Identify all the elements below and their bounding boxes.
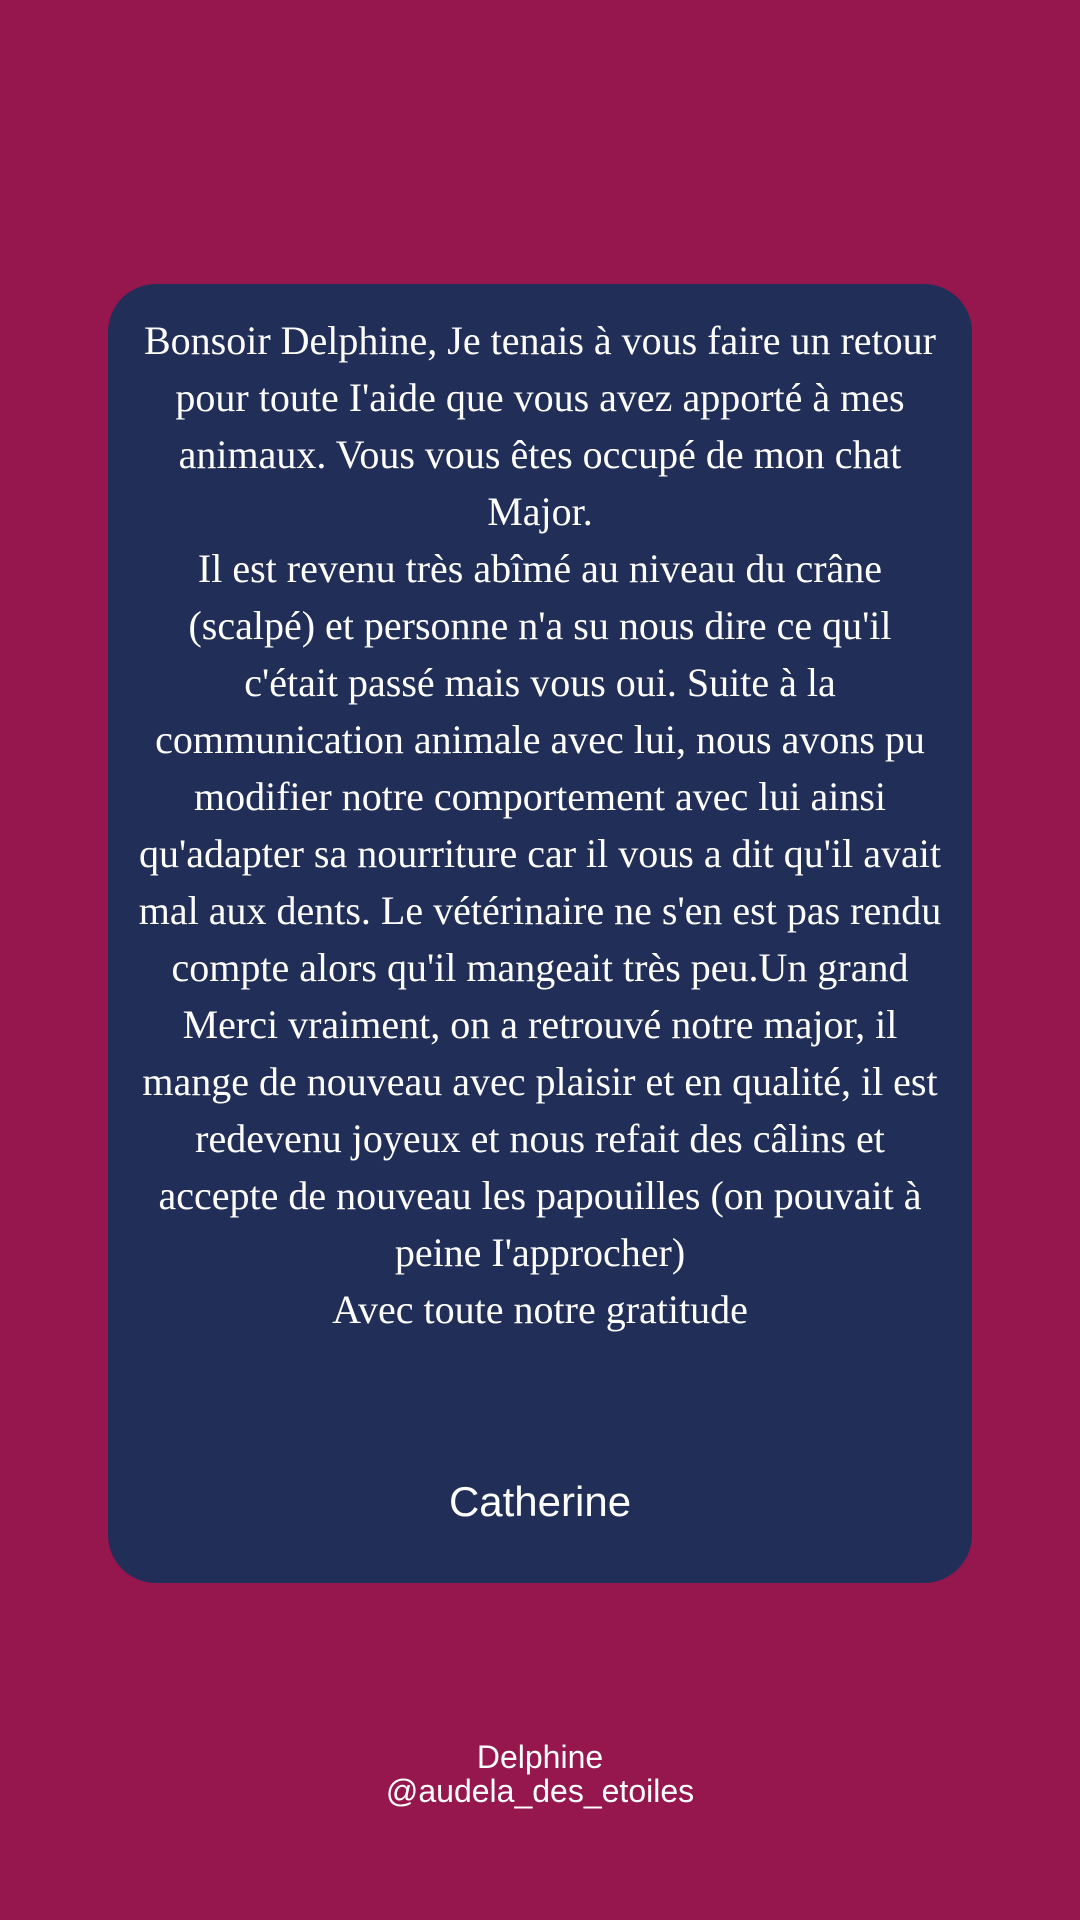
footer-name: Delphine — [476, 1739, 604, 1775]
testimonial-signature: Catherine — [448, 1478, 632, 1525]
testimonial-message: Bonsoir Delphine, Je tenais à vous faire un retour pour toute I'aide que vous avez apporté à mes animaux. Vous vous êtes occupé de mon chat Major. Il est revenu très abîmé au niveau du crâne (scalpé) et personne n'a su nous dire ce qu'il c'était passé mais vous oui. Suite à la communication animale avec lui, nous avons pu modifier notre comportement avec lui ainsi qu'adapter sa nourriture car il vous a dit qu'il avait mal aux dents. Le vétérinaire ne s'en est pas rendu compte alors qu'il mangeait très peu.Un grand Merci vraiment, on a retrouvé notre major, il mange de nouveau avec plaisir et en qualité, il est redevenu joyeux et nous refait des câlins et accepte de nouveau les papouilles (on pouvait à peine I'approcher) Avec toute notre gratitude — [138, 318, 942, 1332]
testimonial-card — [108, 284, 972, 1583]
footer-credit — [0, 1740, 1080, 1808]
footer-handle: @audela_des_etoiles — [385, 1773, 695, 1809]
